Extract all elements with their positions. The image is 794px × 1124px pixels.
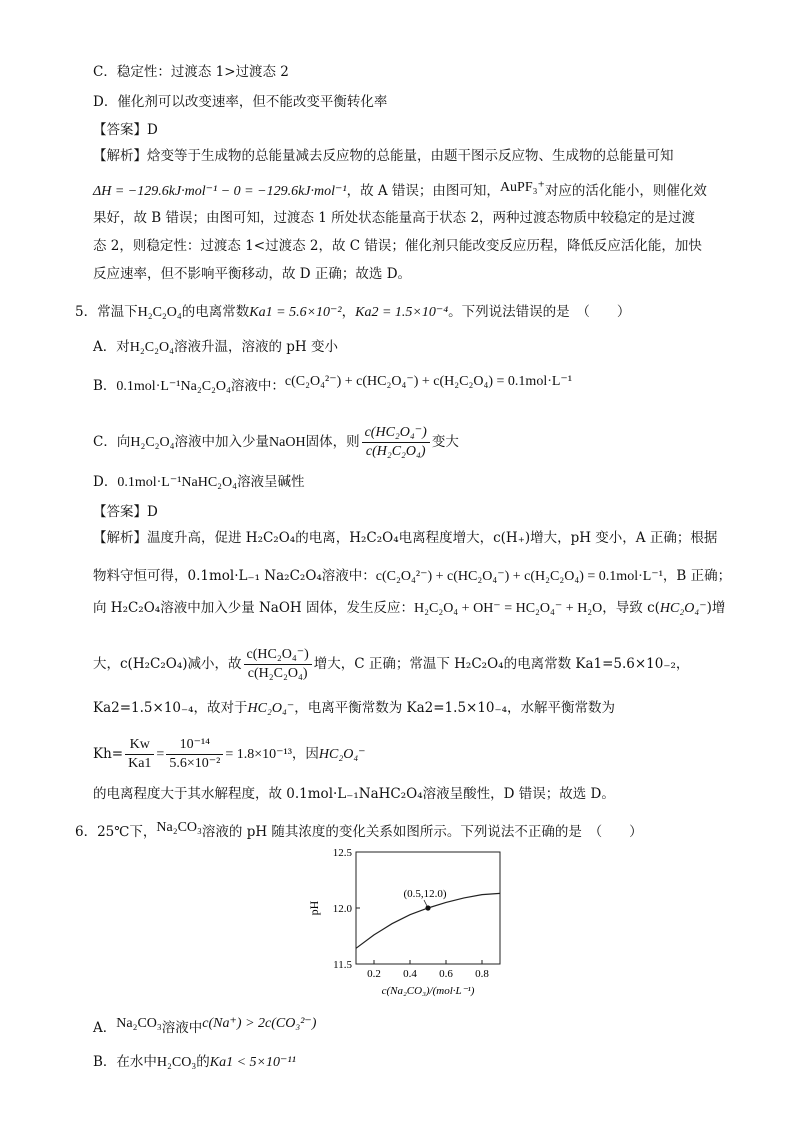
y-axis-label: pH bbox=[307, 900, 321, 916]
x-tick-label: 0.4 bbox=[403, 968, 417, 980]
ph-curve bbox=[356, 893, 500, 948]
ka1-value: Ka1 = 5.6×10⁻² bbox=[249, 305, 342, 320]
ph-concentration-chart bbox=[300, 842, 510, 1004]
option-c-prev: C．稳定性：过渡态 1>过渡态 2 bbox=[93, 64, 289, 80]
answer-5: 【答案】D bbox=[93, 504, 158, 520]
answer-4: 【答案】D bbox=[93, 122, 158, 138]
q5-option-b: B．0.1mol·L⁻¹Na₂C₂O₄溶液中：c(C₂O₄²⁻) + c(HC₂O₄⁻) + c(H₂C₂O₄) = 0.1mol·L⁻¹ bbox=[93, 374, 573, 394]
analysis-5-line-7: 的电离程度大于其水解程度，故 0.1mol·L₋₁NaHC₂O₄溶液呈酸性，D 错误；故选 D。 bbox=[93, 786, 615, 802]
ka2-value: Ka2 = 1.5×10⁻⁴ bbox=[355, 305, 449, 320]
analysis-5-line-5: Ka2=1.5×10₋₄，故对于HC₂O₄⁻，电离平衡常数为 Ka2=1.5×10₋₄，水解平衡常数为 bbox=[93, 700, 616, 716]
analysis-4-line-4: 态 2，则稳定性：过渡态 1<过渡态 2，故 C 错误；催化剂只能改变反应历程，降低反应活化能，加快 bbox=[93, 238, 702, 254]
analysis-5-line-3: 向 H₂C₂O₄溶液中加入少量 NaOH 固体，发生反应：H₂C₂O₄ + OH⁻ = HC₂O₄⁻ + H₂O，导致 c(HC₂O₄⁻)增 bbox=[93, 600, 726, 616]
analysis-4-line-3: 果好，故 B 错误；由图可知，过渡态 1 所处状态能量高于状态 2，两种过渡态物质中较稳定的是过渡 bbox=[93, 210, 696, 226]
analysis-5-line-4: 大，c(H₂C₂O₄)减小，故 $\frac{\text{c(HC₂O₄⁻)}}{\text{c(H₂C₂O₄)}}$ 增大，C 正确；常温下 H₂C₂O₄的电离常数 Ka1=5.6×10₋₂， bbox=[93, 647, 690, 681]
x-tick-label: 0.2 bbox=[367, 968, 381, 980]
delta-h-equation: ΔH = −129.6kJ·mol⁻¹ − 0 = −129.6kJ·mol⁻¹ bbox=[93, 184, 347, 199]
y-tick-label: 11.5 bbox=[333, 959, 352, 971]
question-6-stem: 6．25℃下，Na₂CO₃溶液的 pH 随其浓度的变化关系如图所示。下列说法不正确的是 （ ） bbox=[75, 820, 643, 840]
analysis-5-line-2: 物料守恒可得，0.1mol·L₋₁ Na₂C₂O₄溶液中：c(C₂O₄²⁻) + c(HC₂O₄⁻) + c(H₂C₂O₄) = 0.1mol·L⁻¹，B 正确； bbox=[93, 568, 732, 584]
analysis-4-line-5: 反应速率，但不影响平衡移动，故 D 正确；故选 D。 bbox=[93, 266, 412, 282]
analysis-4-line-2: ΔH = −129.6kJ·mol⁻¹ − 0 = −129.6kJ·mol⁻¹，故 A 错误；由图可知，AuPF₃⁺对应的活化能小，则催化效 bbox=[93, 180, 707, 199]
analysis-4-line-1: 【解析】焓变等于生成物的总能量减去反应物的总能量，由题干图示反应物、生成物的总能量可知 bbox=[93, 148, 674, 164]
ratio-fraction: $\frac{\text{c(HC₂O₄⁻)}}{\text{c(H₂C₂O₄)}}$ bbox=[362, 425, 430, 460]
catalyst-formula: AuPF₃⁺ bbox=[499, 180, 545, 195]
annotation-arrow bbox=[424, 900, 427, 906]
annotation-label: (0.5,12.0) bbox=[403, 888, 447, 900]
q5-option-c: C．向H₂C₂O₄溶液中加入少量NaOH固体，则 $\frac{\text{c(HC₂O₄⁻)}}{\text{c(H₂C₂O₄)}}$ 变大 bbox=[93, 425, 459, 459]
q6-option-b: B．在水中H₂CO₃的Ka1 < 5×10⁻¹¹ bbox=[93, 1054, 296, 1070]
x-tick-label: 0.6 bbox=[439, 968, 453, 980]
option-d-prev: D．催化剂可以改变速率，但不能改变平衡转化率 bbox=[93, 94, 388, 110]
q5-option-d: D．0.1mol·L⁻¹NaHC₂O₄溶液呈碱性 bbox=[93, 474, 305, 490]
x-axis-label: c(Na₂CO₃)/(mol·L⁻¹) bbox=[381, 985, 475, 997]
annotation-point bbox=[425, 905, 430, 910]
y-tick-label: 12.5 bbox=[332, 847, 352, 859]
analysis-5-line-1: 【解析】温度升高，促进 H₂C₂O₄的电离，H₂C₂O₄电离程度增大，c(H₊)增大，pH 变小，A 正确；根据 bbox=[93, 530, 718, 546]
x-tick-label: 0.8 bbox=[475, 968, 489, 980]
analysis-5-line-6: Kh= $\frac{Kw}{Ka1}$ = $\frac{\text{10⁻¹⁴}}{\text{5.6×10⁻²}}$ = 1.8×10⁻¹³，因HC₂O₄⁻ bbox=[93, 737, 366, 771]
y-tick-label: 12.0 bbox=[332, 903, 352, 915]
question-5-stem: 5．常温下H₂C₂O₄的电离常数Ka1 = 5.6×10⁻²，Ka2 = 1.5×10⁻⁴。下列说法错误的是 （ ） bbox=[75, 304, 631, 320]
q5-option-a: A．对H₂C₂O₄溶液升温，溶液的 pH 变小 bbox=[93, 339, 338, 355]
q6-option-a: A．Na₂CO₃溶液中c(Na⁺) > 2c(CO₃²⁻) bbox=[93, 1016, 317, 1036]
